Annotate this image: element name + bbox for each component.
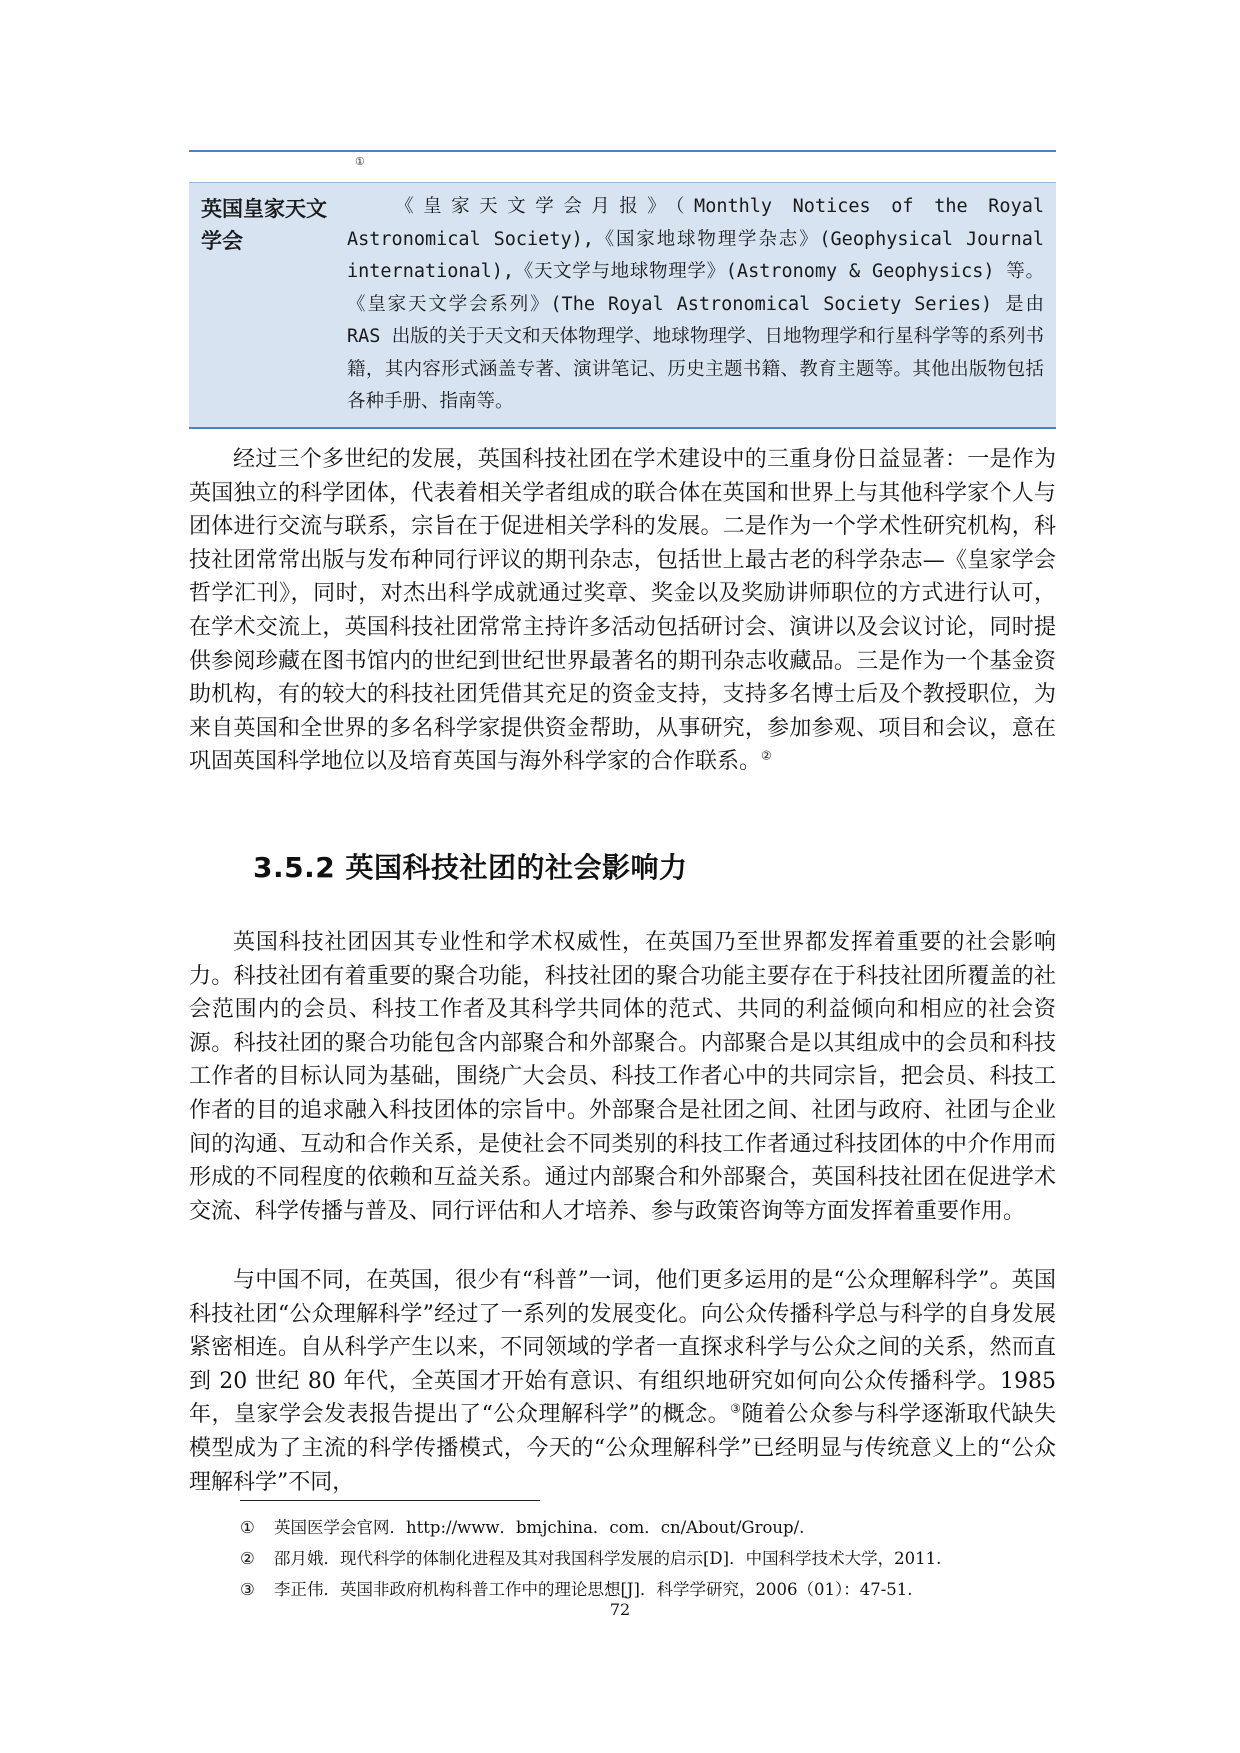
footnote-divider [240,1500,540,1501]
footnote-text: 李正伟．英国非政府机构科普工作中的理论思想[J]．科学学研究，2006（01）：47-51. [274,1580,913,1599]
table-row-label: 英国皇家天文学会 [201,197,327,253]
footnote-mark: ② [240,1549,255,1568]
paragraph-text: 经过三个多世纪的发展，英国科技社团在学术建设中的三重身份日益显著：一是作为英国独立的科学团体，代表着相关学者组成的联合体在英国和世界上与其他科学家个人与团体进行交流与联系，宗旨在于促进相关学科的发展。二是作为一个学术性研究机构，科技社团常常出版与发布种同行评议的期刊杂志，包括世上最古老的科学杂志—《皇家学会哲学汇刊》，同时，对杰出科学成就通过奖章、奖金以及奖励讲师职位的方式进行认可，在学术交流上，英国科技社团常常主持许多活动包括研讨会、演讲以及会议讨论，同时提供参阅珍藏在图书馆内的世纪到世纪世界最著名的期刊杂志收藏品。三是作为一个基金资助机构，有的较大的科技社团凭借其充足的资金支持，支持多名博士后及个教授职位，为来自英国和全世界的多名科学家提供资金帮助，从事研究，参加参观、项目和会议，意在巩固英国科学地位以及培育英国与海外科学家的合作联系。 [189,447,1056,775]
footnote-ref-3: ③ [730,1402,742,1417]
footnotes [240,1512,1060,1605]
footnote-ref-2: ② [761,749,772,764]
page-number: 72 [609,1600,631,1619]
paragraph-public-understanding [189,1264,1056,1499]
paragraph-social-influence: 英国科技社团因其专业性和学术权威性，在英国乃至世界都发挥着重要的社会影响力。科技社团有着重要的聚合功能，科技社团的聚合功能主要存在于科技社团所覆盖的社会范围内的会员、科技工作者及其科学共同体的范式、共同的利益倾向和相应的社会资源。科技社团的聚合功能包含内部聚合和外部聚合。内部聚合是以其组成中的会员和科技工作者的目标认同为基础，围绕广大会员、科技工作者心中的共同宗旨，把会员、科技工作者的目的追求融入科技团体的宗旨中。外部聚合是社团之间、社团与政府、社团与企业间的沟通、互动和合作关系，是使社会不同类别的科技工作者通过科技团体的中介作用而形成的不同程度的依赖和互益关系。通过内部聚合和外部聚合，英国科技社团在促进学术交流、科学传播与普及、同行评估和人才培养、参与政策咨询等方面发挥着重要作用。 [189,930,1056,1224]
paragraph-text: 与中国不同，在英国，很少有“科普”一词，他们更多运用的是“公众理解科学”。英国科技社团“公众理解科学”经过了一系列的发展变化。向公众传播科学总与科学的自身发展紧密相连。自从科学产生以来，不同领域的学者一直探求科学与公众之间的关系，然而直到 20 世纪 80 年代，全英国才开始有意识、有组织地研究如何向公众传播科学。1985 年，皇家学会发表报告提出了“公众理解科学”的概念。 [189,1268,1056,1428]
table-row [189,183,1056,427]
footnote-text: 英国医学会官网．http://www．bmjchina．com．cn/About/Group/. [274,1518,805,1537]
footnote-item [240,1543,1060,1574]
table-row-body: 《皇家天文学会月报》（Monthly Notices of the Royal Astronomical Society),《国家地球物理学杂志》(Geophysical Journal international),《天文学与地球物理学》(Astronomy & Geophysics) 等。《皇家天文学会系列》(The Royal Astronomical Society Series) 是由 RAS 出版的关于天文和天体物理学、地球物理学、日地物理学和行星科学等的系列书籍，其内容形式涵盖专著、演讲笔记、历史主题书籍、教育主题等。其他出版物包括各种手册、指南等。 [347,196,1044,412]
paragraph-text-continued: 随着公众参与科学逐渐取代缺失模型成为了主流的科学传播模式，今天的“公众理解科学”已经明显与传统意义上的“公众理解科学”不同， [189,1402,1056,1495]
footnote-text: 邵月娥．现代科学的体制化进程及其对我国科学发展的启示[D]．中国科学技术大学，2011. [274,1549,942,1568]
table-previous-row-end [189,152,1056,183]
publications-table [189,150,1056,429]
table-footnote-mark: ① [355,155,365,168]
section-heading: 3.5.2 英国科技社团的社会影响力 [253,851,688,884]
footnote-mark: ① [240,1518,255,1537]
paragraph-triple-identity [189,443,1056,779]
footnote-item [240,1512,1060,1543]
footnote-mark: ③ [240,1580,255,1599]
